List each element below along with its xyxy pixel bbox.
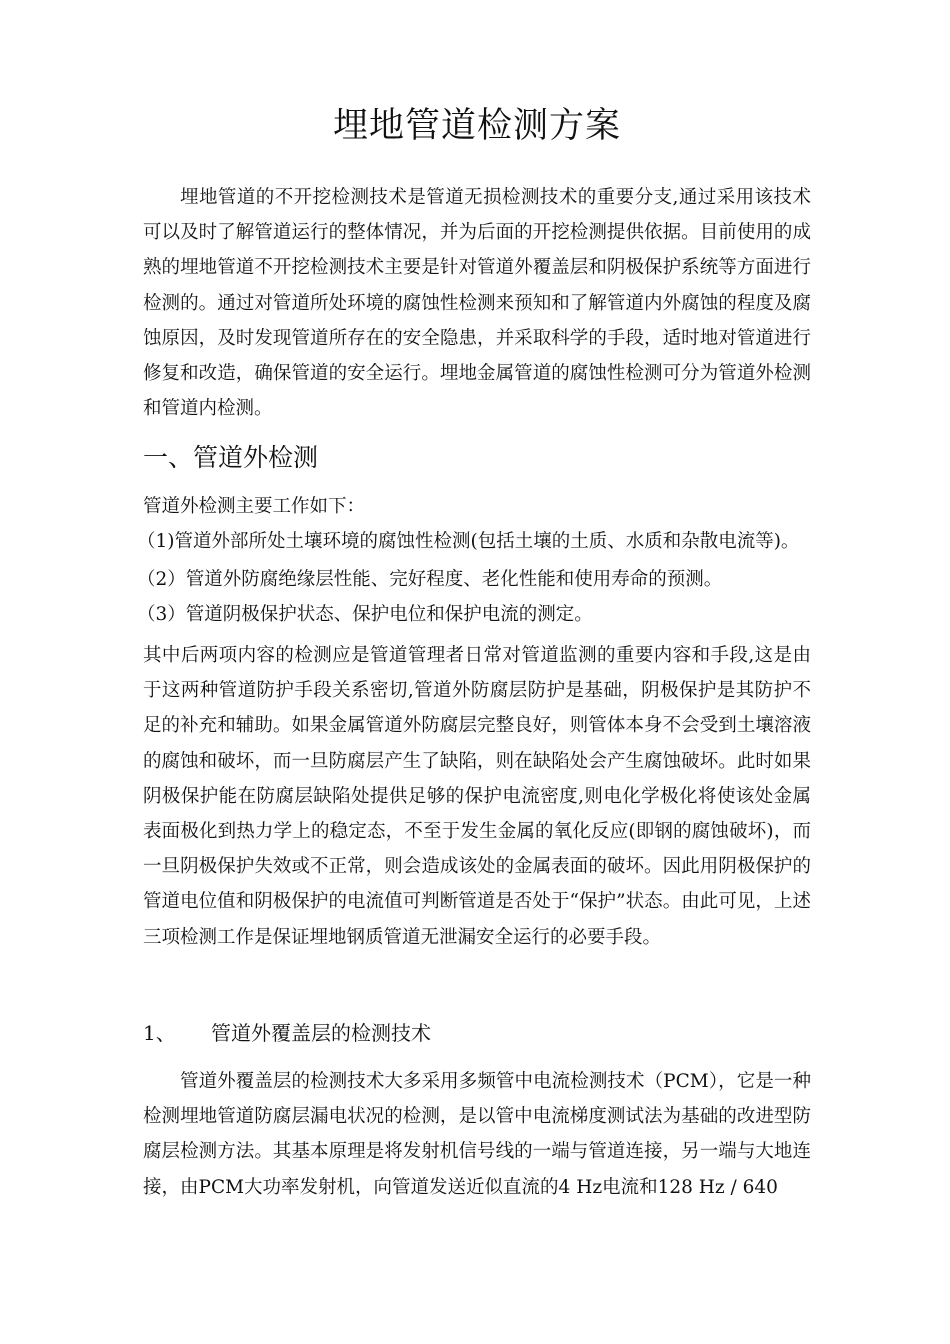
subsection-body-paragraph: 管道外覆盖层的检测技术大多采用多频管中电流检测技术（PCM），它是一种检测埋地管道防腐层漏电状况的检测，是以管中电流梯度测试法为基础的改进型防腐层检测方法。其基本原理是将发射机信号线的一端与管道连接，另一端与大地连接，由PCM大功率发射机，向管道发送近似直流的4 Hz电流和128 Hz / 640 [143,1071,811,1198]
list-item-1: （1)管道外部所处土壤环境的腐蚀性检测(包括土壤的土质、水质和杂散电流等)。 [137,531,800,552]
list-item-2: （2）管道外防腐绝缘层性能、完好程度、老化性能和使用寿命的预测。 [137,569,723,590]
section-heading-external-inspection: 一、管道外检测 [143,443,319,472]
section-lead-text: 管道外检测主要工作如下： [143,496,366,517]
subsection-title: 管道外覆盖层的检测技术 [211,1021,431,1045]
list-item-3: （3）管道阴极保护状态、保护电位和保护电流的测定。 [137,604,593,625]
section-body-paragraph: 其中后两项内容的检测应是管道管理者日常对管道监测的重要内容和手段,这是由于这两种管道防护手段关系密切,管道外防腐层防护是基础，阴极保护是其防护不足的补充和辅助。如果金属管道外防腐层完整良好，则管体本身不会受到土壤溶液的腐蚀和破坏，而一旦防腐层产生了缺陷，则在缺陷处会产生腐蚀破坏。此时如果阴极保护能在防腐层缺陷处提供足够的保护电流密度,则电化学极化将使该处金属表面极化到热力学上的稳定态，不至于发生金属的氧化反应(即钢的腐蚀破坏)，而一旦阴极保护失效或不正常，则会造成该处的金属表面的破坏。因此用阴极保护的管道电位值和阴极保护的电流值可判断管道是否处于“保护”状态。由此可见，上述三项检测工作是保证埋地钢质管道无泄漏安全运行的必要手段。 [143,645,811,948]
subsection-number: 1、 [143,1021,176,1045]
subsection-heading [143,1016,811,1050]
intro-paragraph: 埋地管道的不开挖检测技术是管道无损检测技术的重要分支,通过采用该技术可以及时了解管道运行的整体情况，并为后面的开挖检测提供依据。目前使用的成熟的埋地管道不开挖检测技术主要是针对管道外覆盖层和阴极保护系统等方面进行检测的。通过对管道所处环境的腐蚀性检测来预知和了解管道内外腐蚀的程度及腐蚀原因，及时发现管道所存在的安全隐患，并采取科学的手段，适时地对管道进行修复和改造，确保管道的安全运行。埋地金属管道的腐蚀性检测可分为管道外检测和管道内检测。 [143,187,811,420]
document-title: 埋地管道检测方案 [332,106,621,146]
